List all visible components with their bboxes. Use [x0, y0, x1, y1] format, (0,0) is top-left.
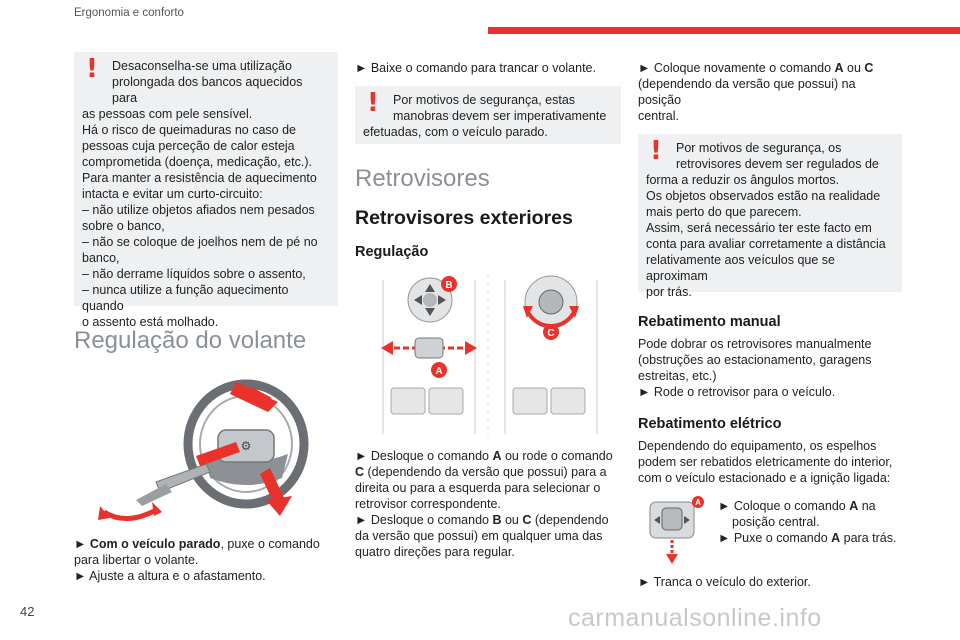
electric-folding-text: [638, 438, 902, 486]
text: ou: [843, 61, 865, 75]
column-2: [355, 52, 621, 560]
mirrors-title: Retrovisores: [355, 165, 490, 192]
lock-instruction: ► Baixe o comando para trancar o volante.: [355, 61, 596, 75]
warning-line: por trás.: [646, 285, 692, 299]
step-text: ► Ajuste a altura e o afastamento.: [74, 569, 266, 583]
text: ► Coloque novamente o comando: [638, 61, 835, 75]
electric-folding-steps: [638, 494, 902, 566]
warning-line: mais perto do que parecem.: [646, 205, 802, 219]
warning-line: Desaconselha-se uma utilização: [112, 59, 292, 73]
warning-line: – não utilize objetos afiados nem pesados: [82, 203, 315, 217]
steering-wheel-illustration: [96, 372, 316, 522]
warning-line: – nunca utilize a função aquecimento quando: [82, 283, 289, 313]
text: da versão que possui) em qualquer uma das: [355, 529, 603, 543]
warning-line: – não derrame líquidos sobre o assento,: [82, 267, 306, 281]
manual-folding-heading: Rebatimento manual: [638, 314, 781, 330]
text-bold: C: [864, 61, 874, 75]
mirror-safety-warning: [638, 134, 902, 299]
warning-line: efetuadas, com o veículo parado.: [363, 125, 548, 139]
warning-line: comprometida (doença, medicação, etc.).: [82, 155, 312, 169]
adjustment-heading: Regulação: [355, 244, 429, 260]
warning-line: banco,: [82, 251, 120, 265]
text-bold: A: [831, 531, 841, 545]
warning-line: relativamente aos veículos que se aproximam: [646, 253, 835, 283]
text: ou rode o comando: [501, 449, 613, 463]
warning-line: – não se coloque de joelhos nem de pé no: [82, 235, 318, 249]
step-text: , puxe o comando: [220, 537, 320, 551]
text-bold: A: [849, 499, 859, 513]
text: (dependendo da versão que possui) para a: [364, 465, 607, 479]
text: ► Rode o retrovisor para o veículo.: [638, 385, 836, 399]
steering-wheel-steps: [74, 536, 338, 584]
text: para trás.: [840, 531, 897, 545]
header-accent-bar: [488, 27, 960, 34]
warning-line: Por motivos de segurança, os: [676, 141, 842, 155]
warning-icon: !: [367, 88, 379, 118]
manual-folding-text: [638, 336, 902, 400]
text: (obstruções ao estacionamento, garagens: [638, 353, 872, 367]
text: ► Desloque o comando: [355, 513, 493, 527]
heated-seat-warning: [74, 52, 338, 329]
mirror-controls-illustration: [355, 270, 621, 440]
text: podem ser rebatidos eletricamente do interior,: [638, 455, 893, 469]
step-text: para libertar o volante.: [74, 553, 199, 567]
text: Dependendo do equipamento, os espelhos: [638, 439, 877, 453]
warning-line: manobras devem ser imperativamente: [393, 109, 607, 123]
warning-icon: !: [86, 54, 98, 84]
warning-line: as pessoas com pele sensível.: [82, 107, 253, 121]
label-a: A: [435, 366, 443, 377]
text: Pode dobrar os retrovisores manualmente: [638, 337, 872, 351]
label-a: A: [695, 498, 701, 507]
warning-line: o assento está molhado.: [82, 315, 219, 329]
step-bold: ► Com o veículo parado: [74, 537, 221, 551]
text: posição central.: [732, 515, 820, 529]
text: ► Coloque o comando: [718, 499, 850, 513]
warning-line: sobre o banco,: [82, 219, 165, 233]
warning-line: Assim, será necessário ter este facto em: [646, 221, 872, 235]
text: ► Desloque o comando: [355, 449, 493, 463]
warning-line: retrovisores devem ser regulados de: [676, 157, 879, 171]
page-number: 42: [20, 604, 35, 619]
exterior-mirrors-heading: Retrovisores exteriores: [355, 207, 573, 229]
mirror-adjust-steps: [355, 448, 621, 560]
text: na: [858, 499, 876, 513]
text: ► Puxe o comando: [718, 531, 832, 545]
column-1: [74, 52, 338, 584]
text-bold: A: [492, 449, 502, 463]
text: ou: [501, 513, 523, 527]
text-bold: C: [522, 513, 532, 527]
text: estreitas, etc.): [638, 369, 717, 383]
safety-warning: [355, 86, 621, 144]
label-c: C: [547, 328, 555, 339]
mirror-switch-icon: [646, 494, 710, 566]
column-3: [638, 52, 902, 590]
warning-line: Há o risco de queimaduras no caso de: [82, 123, 297, 137]
text: com o veículo estacionado e a ignição ligada:: [638, 471, 891, 485]
warning-line: prolongada dos bancos aquecidos para: [112, 75, 303, 105]
label-b: B: [445, 280, 453, 291]
warning-line: Por motivos de segurança, estas: [393, 93, 576, 107]
text-bold: B: [492, 513, 502, 527]
section-header: Ergonomia e conforto: [74, 7, 184, 19]
svg-text:⚙: ⚙: [240, 439, 252, 453]
warning-line: Para manter a resistência de aquecimento: [82, 171, 317, 185]
text: retrovisor correspondente.: [355, 497, 501, 511]
text: direita ou para a esquerda para selecionar o: [355, 481, 601, 495]
electric-folding-heading: Rebatimento elétrico: [638, 416, 782, 432]
warning-line: intacta e evitar um curto-circuito:: [82, 187, 263, 201]
text: quatro direções para regular.: [355, 545, 515, 559]
text: (dependendo da versão que possui) na posição: [638, 77, 856, 107]
central-position-step: [638, 60, 902, 124]
warning-line: forma a reduzir os ângulos mortos.: [646, 173, 840, 187]
warning-icon: !: [650, 136, 662, 166]
text: central.: [638, 109, 679, 123]
footer-watermark: carmanualsonline.info: [568, 604, 822, 632]
text: (dependendo: [531, 513, 609, 527]
warning-line: pessoas cuja perceção de calor esteja: [82, 139, 295, 153]
text-bold: A: [834, 61, 844, 75]
warning-line: Os objetos observados estão na realidade: [646, 189, 881, 203]
text-bold: C: [355, 465, 365, 479]
lock-from-outside-step: ► Tranca o veículo do exterior.: [638, 575, 811, 589]
steering-wheel-title: Regulação do volante: [74, 327, 307, 354]
warning-line: conta para avaliar corretamente a distância: [646, 237, 886, 251]
